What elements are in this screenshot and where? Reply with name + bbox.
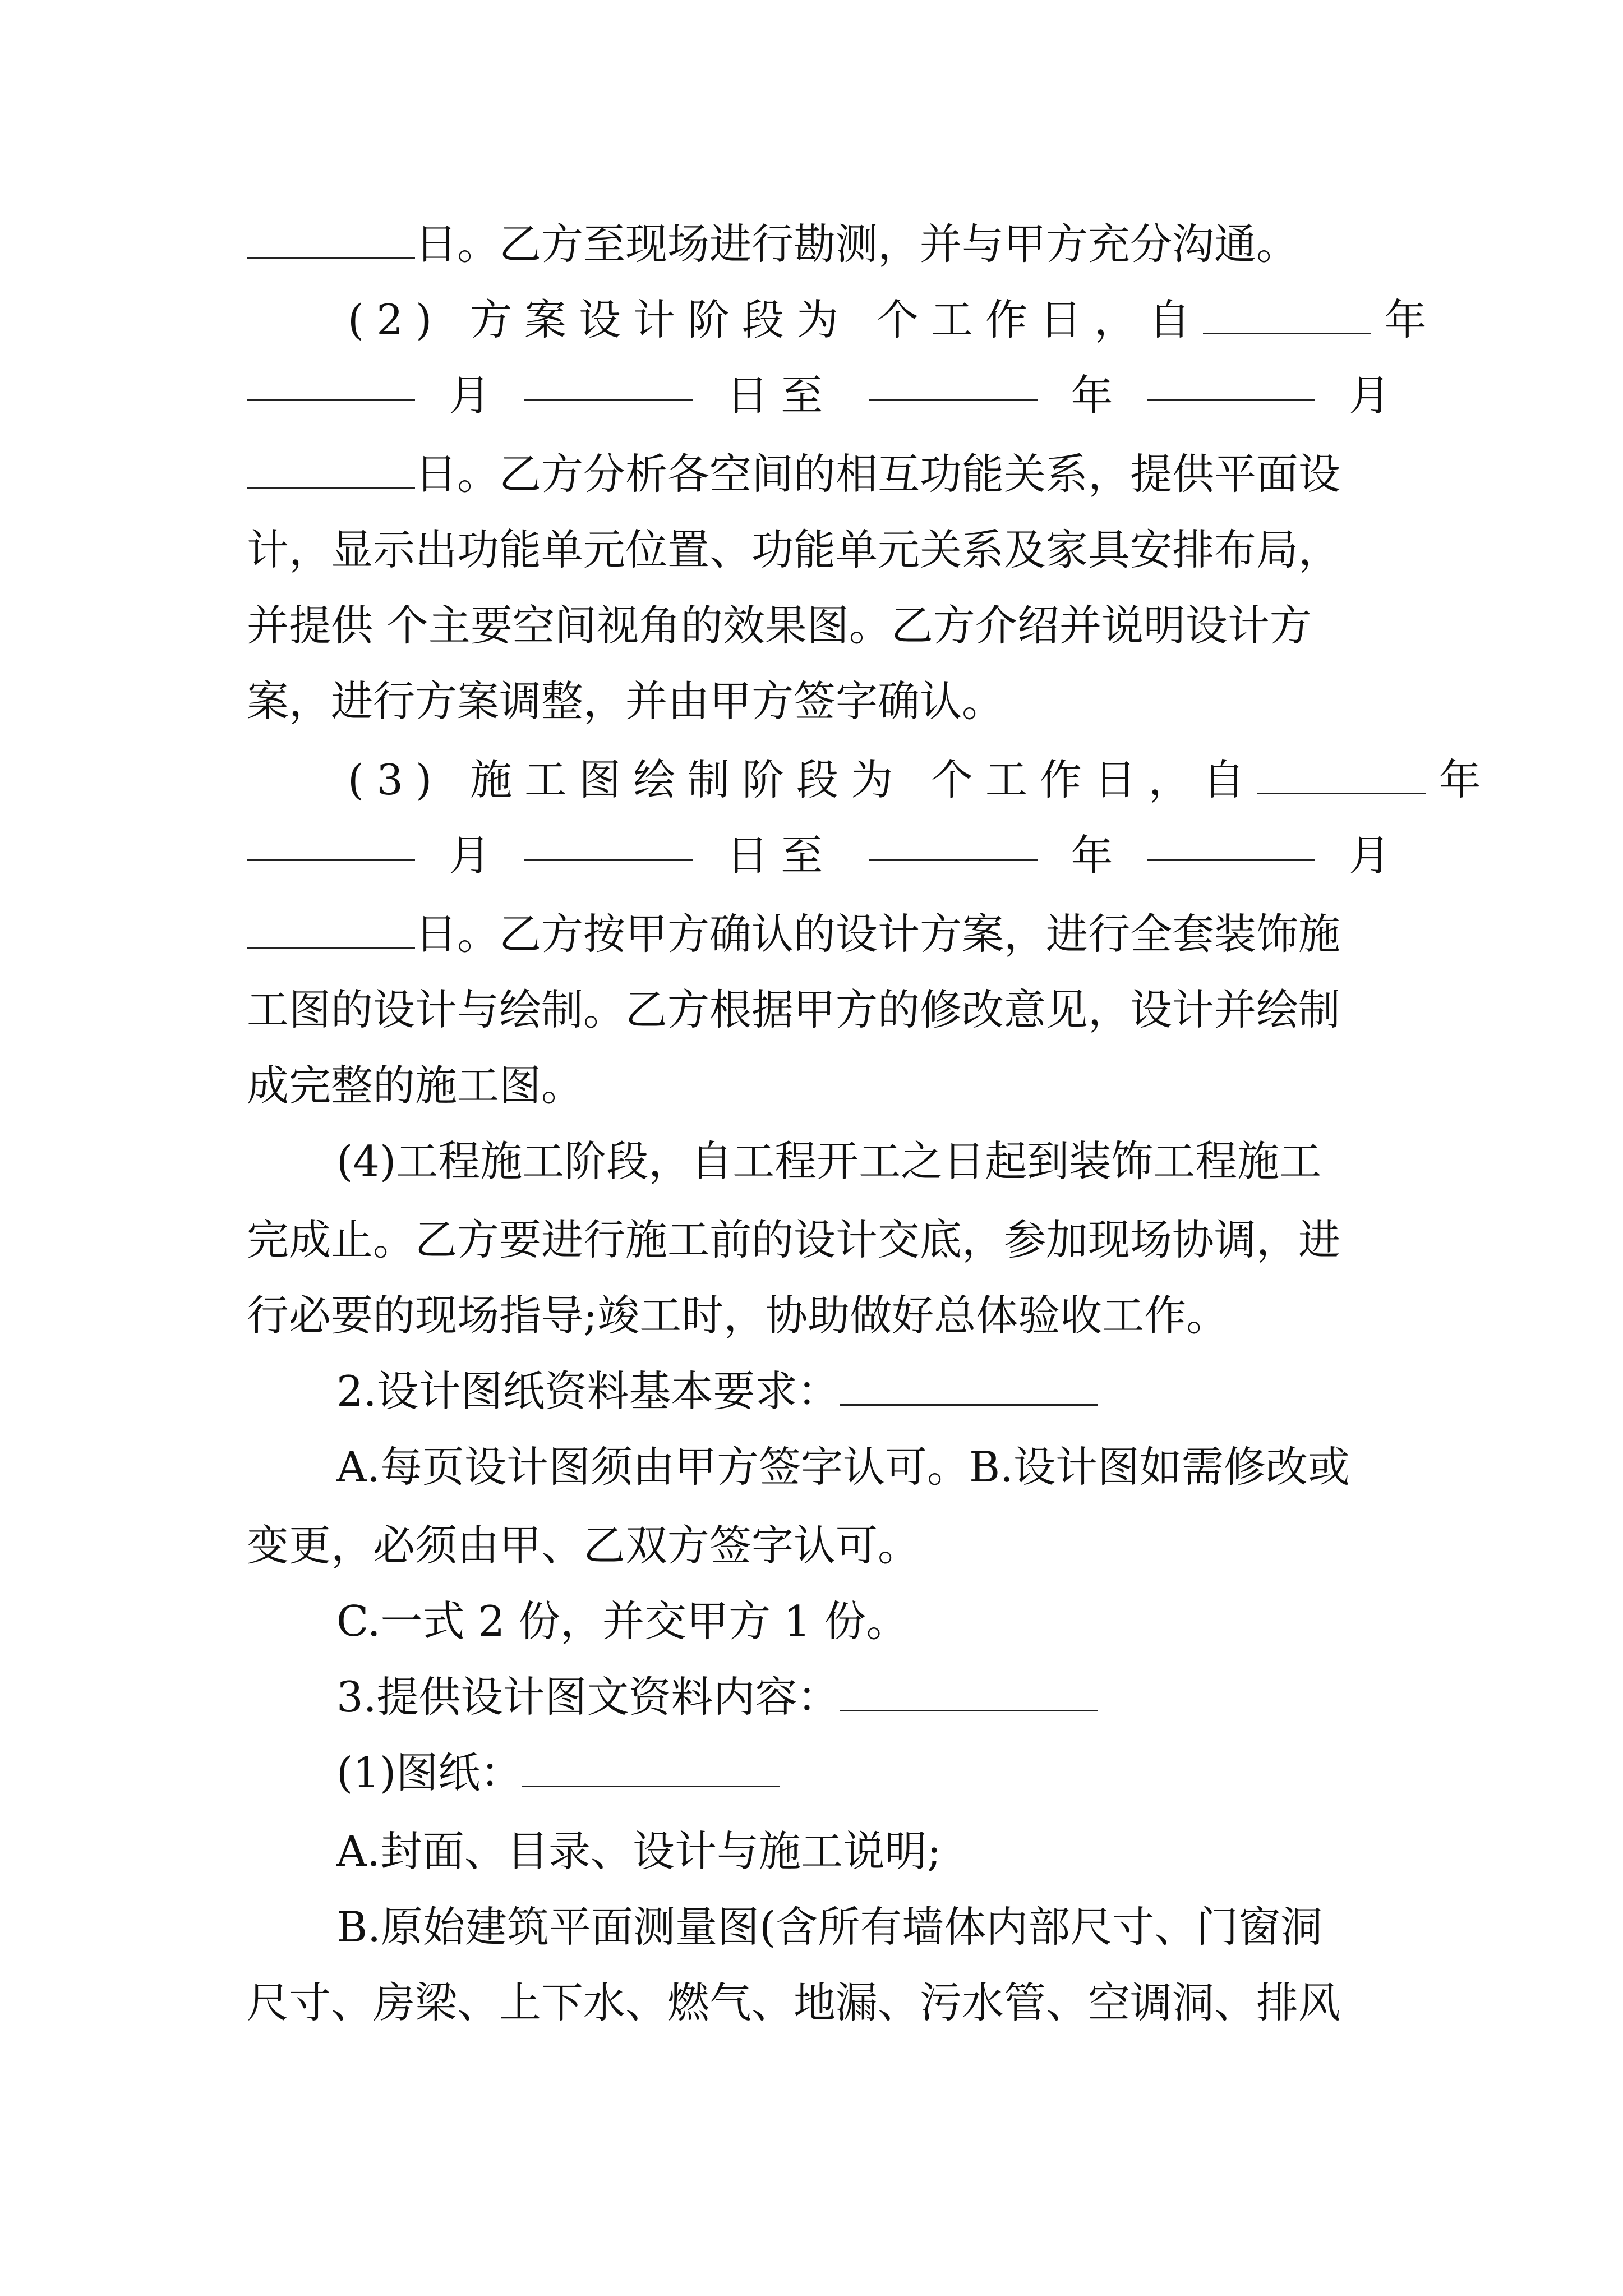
text-line-15: 行必要的现场指导;竣工时，协助做好总体验收工作。 [247, 1291, 1229, 1340]
text-segment: 月 [449, 371, 491, 420]
text-line-14: 完成止。乙方要进行施工前的设计交底，参加现场协调，进 [247, 1215, 1341, 1264]
blank-underline [247, 479, 415, 489]
text-line-6: 并提供 个主要空间视角的效果图。乙方介绍并说明设计方 [247, 601, 1312, 650]
text-line-1 [247, 213, 1391, 275]
text-line-18: 变更，必须由甲、乙双方签字认可。 [247, 1521, 920, 1570]
blank-underline [522, 1778, 780, 1787]
text-segment: 日。乙方至现场进行勘测，并与甲方充分沟通。 [415, 219, 1299, 269]
blank-underline [247, 391, 415, 401]
text-line-20 [336, 1666, 1481, 1728]
text-line-19: C.一式 2 份，并交甲方 1 份。 [336, 1596, 909, 1646]
text-segment: 月 [1348, 831, 1391, 880]
text-segment: 年 [1071, 831, 1113, 880]
text-line-8 [348, 749, 1481, 811]
text-segment: (1)图纸： [336, 1748, 523, 1797]
blank-underline [524, 851, 693, 861]
text-line-5: 计，显示出功能单元位置、功能单元关系及家具安排布局， [247, 525, 1341, 574]
blank-underline [869, 391, 1038, 401]
blank-underline [1203, 325, 1371, 334]
text-line-10 [247, 903, 1391, 965]
blank-underline [1257, 785, 1426, 794]
text-segment: 年 [1071, 371, 1113, 420]
blank-underline [247, 851, 415, 861]
text-line-22: A.封面、目录、设计与施工说明; [336, 1826, 942, 1876]
blank-underline [840, 1396, 1098, 1406]
text-line-9 [247, 825, 1391, 886]
text-line-3 [247, 365, 1391, 426]
text-segment: (2) 方案设计阶段为 个工作日，自 [348, 295, 1203, 344]
text-segment: (3) 施工图绘制阶段为 个工作日，自 [348, 755, 1257, 804]
text-segment: 日。乙方按甲方确认的设计方案，进行全套装饰施 [415, 909, 1341, 959]
text-line-17: A.每页设计图须由甲方签字认可。B.设计图如需修改或 [336, 1442, 1350, 1492]
text-segment: 日。乙方分析各空间的相互功能关系，提供平面设 [415, 449, 1341, 499]
text-line-7: 案，进行方案调整，并由甲方签字确认。 [247, 677, 1004, 726]
blank-underline [524, 391, 693, 401]
text-line-2 [348, 289, 1427, 351]
text-segment: 月 [449, 831, 491, 880]
text-line-24: 尺寸、房梁、上下水、燃气、地漏、污水管、空调洞、排风 [247, 1978, 1341, 2027]
text-segment: 日至 [726, 831, 836, 880]
text-line-4 [247, 443, 1391, 505]
text-line-23: B.原始建筑平面测量图(含所有墙体内部尺寸、门窗洞 [336, 1902, 1323, 1952]
text-segment: 3.提供设计图文资料内容： [336, 1672, 840, 1722]
blank-underline [1147, 851, 1315, 861]
blank-underline [840, 1702, 1098, 1711]
text-segment: 2.设计图纸资料基本要求： [336, 1366, 840, 1416]
blank-underline [247, 249, 415, 259]
text-line-11: 工图的设计与绘制。乙方根据甲方的修改意见，设计并绘制 [247, 985, 1341, 1034]
text-line-12: 成完整的施工图。 [247, 1061, 584, 1110]
text-line-21 [336, 1742, 1481, 1803]
blank-underline [869, 851, 1038, 861]
text-line-16 [336, 1360, 1481, 1422]
blank-underline [1147, 391, 1315, 401]
text-line-13: (4)工程施工阶段，自工程开工之日起到装饰工程施工 [336, 1137, 1322, 1186]
text-segment: 年 [1438, 755, 1481, 804]
text-segment: 日至 [726, 371, 836, 420]
blank-underline [247, 939, 415, 949]
text-segment: 年 [1384, 295, 1427, 344]
text-segment: 月 [1348, 371, 1391, 420]
